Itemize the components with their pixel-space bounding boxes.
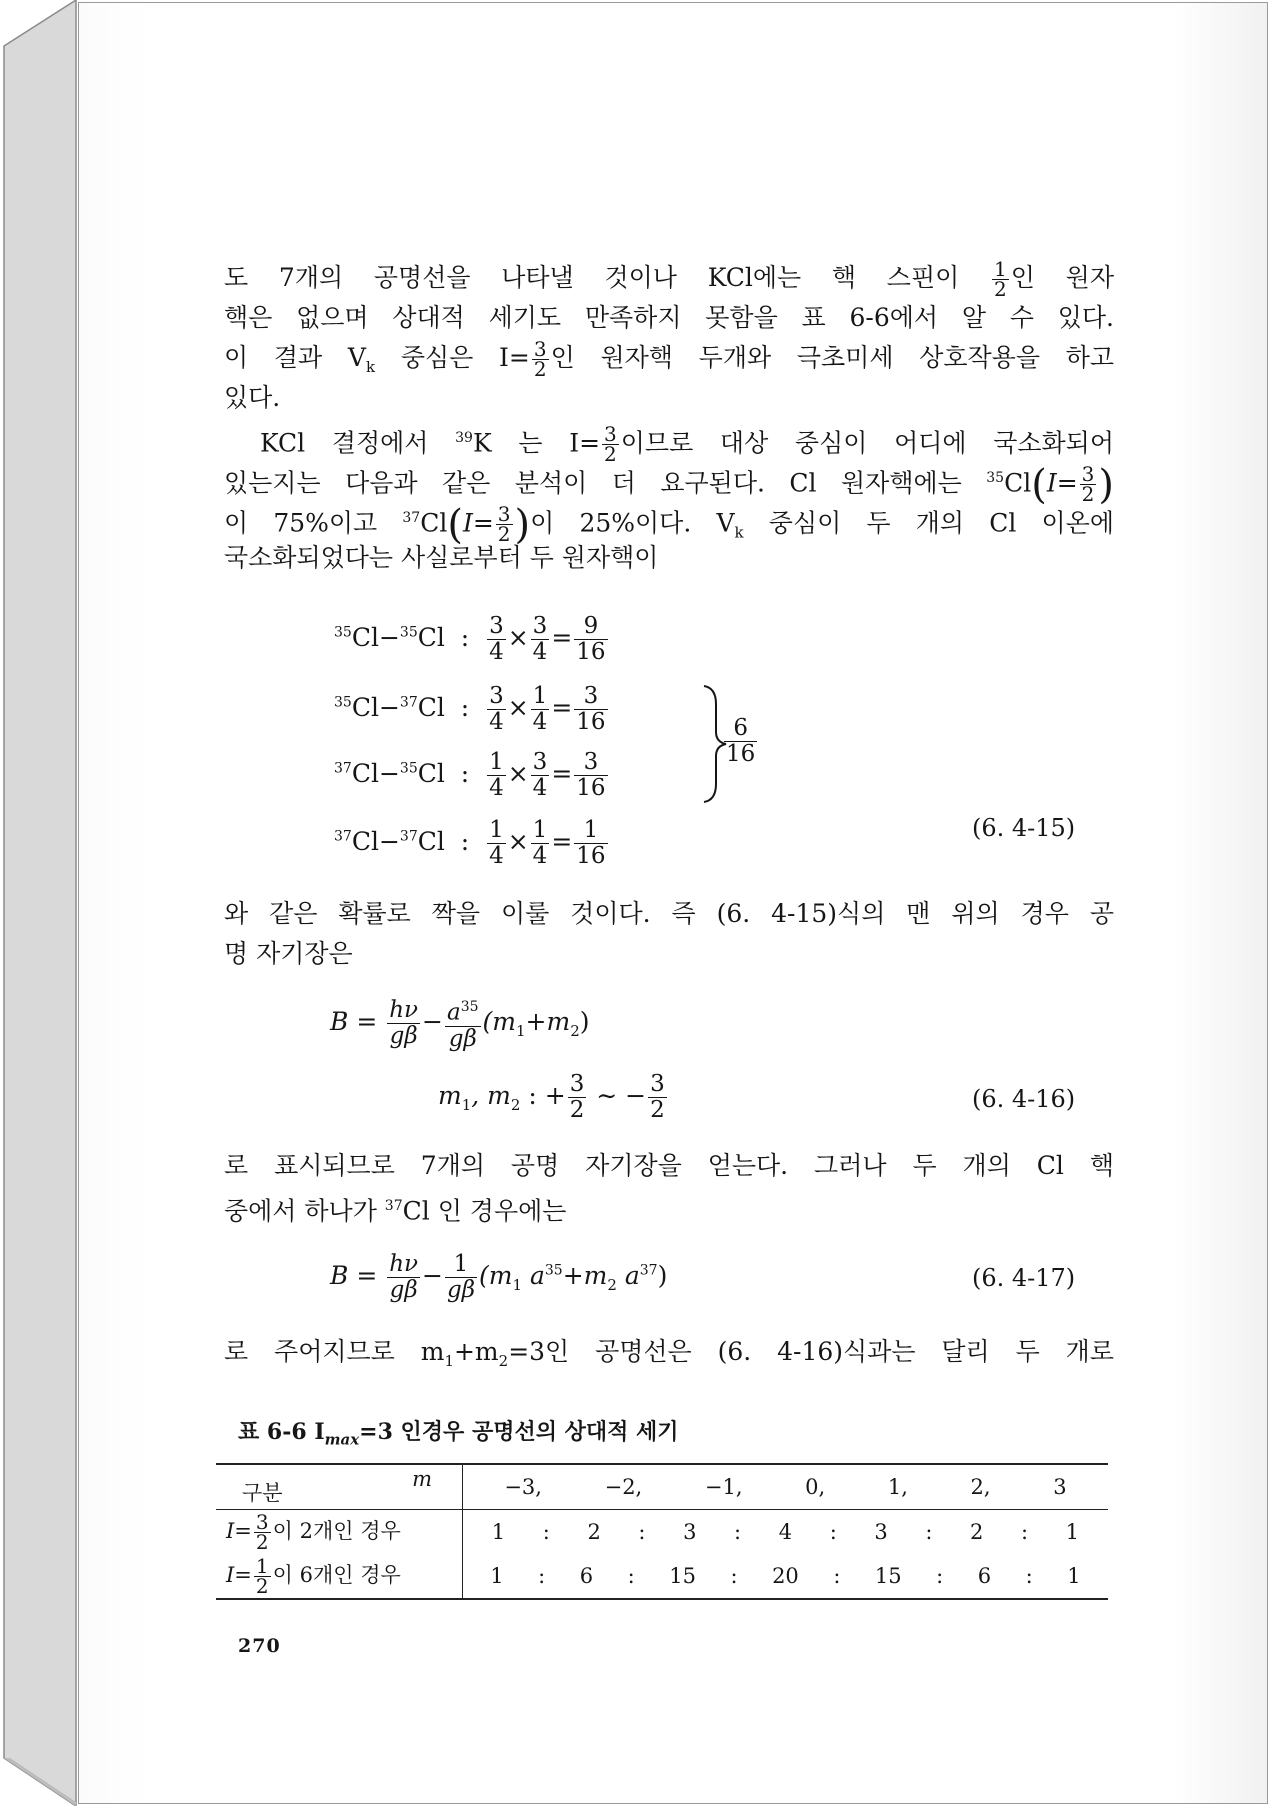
- table-cell: 3: [683, 1520, 697, 1544]
- text-span: B =: [330, 1261, 378, 1290]
- table-cell: :: [1020, 1520, 1029, 1544]
- fraction: [387, 1252, 420, 1303]
- text-line: [224, 1186, 1114, 1226]
- row-values: [463, 1510, 1109, 1555]
- numerator: 3: [569, 1071, 585, 1097]
- text-line: [224, 418, 1114, 467]
- equation-number: (6. 4-16): [972, 1085, 1076, 1113]
- paragraph-5: [224, 1332, 1114, 1372]
- numerator: 9: [574, 614, 607, 640]
- text-line: 명 자기장은: [224, 939, 353, 968]
- row-values: [463, 1554, 1109, 1599]
- text-span: : +: [520, 1081, 566, 1110]
- denominator: [387, 1278, 420, 1303]
- subscript: 1: [512, 1276, 523, 1294]
- table-cell: :: [829, 1520, 837, 1544]
- superscript: 35: [334, 624, 352, 641]
- fraction: [254, 1509, 271, 1554]
- text-span: I=: [1046, 468, 1078, 498]
- text-span: =3 인경우 공명선의 상대적 세기: [359, 1419, 679, 1445]
- table-cell: :: [936, 1564, 944, 1588]
- text-span: 구분: [242, 1481, 283, 1505]
- text-line: 와 같은 확률로 짝을 이룰 것이다. 즉 (6. 4-15)식의 맨 위의 경우 공: [224, 899, 1114, 928]
- book-spine: [4, 0, 76, 1806]
- fraction: [487, 818, 506, 869]
- fraction: [724, 716, 757, 767]
- denominator: [387, 1024, 420, 1049]
- table-cell: 6: [579, 1564, 594, 1588]
- text-span: 있는지는 다음과 같은 분석이 더 요구된다. Cl 원자핵에는: [224, 468, 987, 498]
- pair-row: $^{37}$Cl−$^{35}$Cl : $\frac{1}{4}$ × $\frac{3}{4}$ = $\frac{3}{16}$: [334, 749, 606, 801]
- subscript: 2: [607, 1276, 617, 1294]
- subscript: 1: [461, 1096, 472, 1114]
- numerator: 3: [532, 613, 548, 639]
- fraction: [574, 818, 607, 869]
- denominator: 2: [533, 357, 547, 381]
- brace-fraction: [722, 716, 759, 767]
- fraction: [532, 337, 549, 381]
- table-cell: :: [730, 1564, 738, 1588]
- equation-6-4-17: [330, 1252, 667, 1303]
- denominator: 2: [255, 1573, 269, 1598]
- numerator: 1: [574, 818, 607, 844]
- text-span: gβ: [448, 1025, 477, 1052]
- paren: (: [447, 501, 463, 548]
- subscript: 2: [570, 1021, 580, 1040]
- pair-row: $^{35}$Cl−$^{37}$Cl : $\frac{3}{4}$ × $\frac{1}{4}$ = $\frac{3}{16}$: [334, 683, 606, 735]
- table-cell: :: [627, 1564, 635, 1588]
- text-span: a: [522, 1261, 545, 1290]
- subscript: k: [366, 358, 376, 376]
- denominator: 16: [576, 709, 606, 735]
- denominator: 4: [532, 775, 548, 801]
- table-cell: :: [925, 1520, 933, 1544]
- relative-intensity-table: [216, 1463, 1108, 1600]
- denominator: 4: [489, 639, 504, 665]
- denominator: [445, 1027, 481, 1052]
- text-span: +m: [525, 1006, 571, 1036]
- table-cell: 1: [1067, 1564, 1081, 1588]
- table-cell: 15: [874, 1564, 902, 1588]
- numerator: 1: [532, 817, 548, 843]
- table-cell: −2,: [604, 1475, 643, 1499]
- numerator: 3: [574, 684, 607, 710]
- fraction: [487, 614, 506, 665]
- numerator: [387, 998, 420, 1024]
- table-cell: 1: [490, 1564, 504, 1588]
- table-cell: 0,: [805, 1475, 826, 1499]
- fraction: [487, 750, 506, 801]
- text-span: gβ: [389, 1022, 418, 1049]
- text-span: , m: [471, 1081, 511, 1110]
- denominator: 4: [489, 775, 504, 801]
- table-cell: −3,: [504, 1475, 542, 1499]
- fraction: [445, 995, 481, 1052]
- table-cell: 3: [874, 1520, 888, 1544]
- table-caption: [238, 1415, 679, 1448]
- fraction: [531, 818, 550, 869]
- table-cell: :: [1025, 1564, 1033, 1588]
- table-cell: 2: [970, 1520, 984, 1544]
- numerator: 1: [445, 1252, 477, 1278]
- table-row: [216, 1554, 1108, 1599]
- table-cell: 15: [669, 1564, 696, 1588]
- fraction: [445, 1252, 477, 1303]
- pair-row: $^{35}$Cl−$^{35}$Cl : $\frac{3}{4}$ × $\frac{3}{4}$ = $\frac{9}{16}$: [334, 613, 606, 665]
- table-cell: 1: [491, 1520, 506, 1544]
- subscript: 1: [515, 1021, 526, 1040]
- paren: ): [1098, 461, 1114, 508]
- paren: (: [1031, 461, 1047, 508]
- table-cell: 1,: [887, 1475, 908, 1499]
- text-span: 이 2개인 경우: [272, 1518, 401, 1543]
- text-span: I=: [226, 1562, 252, 1587]
- table-cell: 2: [587, 1520, 601, 1544]
- pair-row: $^{37}$Cl−$^{37}$Cl : $\frac{1}{4}$ × $\frac{1}{4}$ = $\frac{1}{16}$: [334, 817, 606, 869]
- m-values-cell: [463, 1464, 1109, 1510]
- subscript: 2: [510, 1096, 521, 1114]
- denominator: [445, 1278, 477, 1303]
- table-cell: :: [542, 1520, 550, 1544]
- table-cell: 1: [1065, 1520, 1080, 1544]
- superscript: 37: [334, 760, 352, 777]
- denominator: 2: [650, 1097, 665, 1123]
- text-line: [224, 1332, 1114, 1372]
- text-span: Cl 인 경우에는: [402, 1196, 567, 1226]
- paragraph-3: [224, 894, 1114, 974]
- table-cell: :: [833, 1564, 841, 1588]
- denominator: 4: [489, 709, 504, 735]
- text-span: (m: [482, 1006, 516, 1036]
- table-cell: −1,: [704, 1475, 743, 1499]
- text-span: Cl: [420, 508, 448, 538]
- superscript: 35: [460, 999, 479, 1015]
- text-span: I=: [226, 1518, 252, 1543]
- superscript: 37: [639, 1262, 658, 1279]
- text-span: a: [446, 999, 461, 1026]
- fraction: [648, 1072, 667, 1123]
- text-span: KCl 결정에서: [260, 428, 456, 458]
- text-span: 표 6-6 I: [238, 1419, 325, 1445]
- table-header-row: [216, 1464, 1108, 1510]
- numerator: 3: [604, 422, 617, 447]
- numerator: 3: [532, 749, 548, 775]
- text-span: 도 7개의 공명선을 나타낼 것이나 KCl에는 핵 스핀이: [224, 263, 991, 292]
- text-line: [224, 337, 1115, 381]
- table-cell: 6: [977, 1564, 992, 1588]
- text-span: 중에서 하나가: [224, 1196, 385, 1226]
- superscript: 35: [544, 1262, 563, 1279]
- text-span: =3인 공명선은 (6. 4-16)식과는 달리 두 개로: [508, 1337, 1114, 1366]
- text-span: B =: [330, 1006, 378, 1036]
- denominator: 2: [604, 442, 617, 467]
- text-span: hν: [389, 1251, 419, 1277]
- paragraph-1: [224, 258, 1114, 418]
- text-span: gβ: [389, 1277, 418, 1303]
- subscript: k: [734, 523, 744, 542]
- denominator: 16: [726, 741, 756, 767]
- text-span: m: [412, 1467, 432, 1491]
- table-cell: :: [638, 1520, 646, 1544]
- superscript: 35: [399, 760, 418, 777]
- header-cell: [216, 1464, 463, 1510]
- text-line: 핵은 없으며 상대적 세기도 만족하지 못함을 표 6-6에서 알 수 있다.: [224, 303, 1114, 332]
- equation-6-4-16-range: [438, 1072, 669, 1123]
- denominator: 4: [532, 709, 548, 735]
- numerator: 3: [533, 337, 547, 361]
- text-line: [224, 257, 1114, 301]
- fraction: [992, 257, 1009, 301]
- superscript: 39: [455, 430, 473, 446]
- denominator: 4: [532, 639, 548, 665]
- numerator: [445, 995, 481, 1027]
- text-span: Cl: [1004, 468, 1032, 498]
- text-span: 이 75%이고: [224, 508, 403, 538]
- text-span: 중심은 I=: [375, 343, 530, 372]
- numerator: 1: [489, 749, 504, 775]
- fraction: [487, 684, 506, 735]
- text-span: −: [422, 1006, 443, 1036]
- text-line: 국소화되었다는 사실로부터 두 원자핵이: [224, 543, 659, 572]
- table-cell: :: [538, 1564, 546, 1588]
- numerator: 3: [574, 750, 607, 776]
- text-span: I=: [462, 508, 494, 538]
- fraction: [568, 1072, 587, 1123]
- text-line: 있다.: [224, 383, 281, 412]
- numerator: [387, 1252, 420, 1278]
- table-cell: 20: [772, 1564, 799, 1588]
- text-span: ): [657, 1261, 668, 1290]
- page-number: 270: [238, 1635, 281, 1657]
- numerator: 6: [724, 716, 757, 742]
- text-line: 로 표시되므로 7개의 공명 자기장을 얻는다. 그러나 두 개의 Cl 핵: [224, 1151, 1114, 1180]
- row-label: [216, 1554, 463, 1599]
- superscript: 35: [986, 470, 1005, 486]
- numerator: 3: [650, 1071, 665, 1097]
- denominator: 4: [489, 843, 504, 869]
- numerator: 3: [489, 613, 504, 639]
- row-label: [216, 1510, 463, 1555]
- equation-number: (6. 4-15): [972, 814, 1076, 842]
- text-span: ): [579, 1006, 590, 1036]
- numerator: 3: [497, 502, 511, 527]
- text-span: hν: [389, 996, 419, 1023]
- denominator: 2: [255, 1529, 269, 1554]
- paragraph-4: [224, 1146, 1114, 1226]
- numerator: 1: [532, 683, 548, 709]
- denominator: 2: [994, 277, 1007, 301]
- text-span: 이 6개인 경우: [272, 1562, 401, 1587]
- text-span: +m: [453, 1337, 499, 1366]
- fraction: [574, 614, 607, 665]
- table-cell: 4: [778, 1520, 793, 1544]
- fraction: [531, 614, 550, 665]
- table-cell: :: [734, 1520, 742, 1544]
- numerator: 3: [1081, 462, 1095, 487]
- superscript: 37: [384, 1198, 403, 1214]
- denominator: 2: [569, 1097, 585, 1123]
- text-span: m: [438, 1081, 462, 1110]
- table-row: [216, 1510, 1108, 1555]
- subscript: 2: [498, 1352, 509, 1370]
- table-cell: 3: [1053, 1475, 1067, 1499]
- fraction: [531, 684, 550, 735]
- denominator: 16: [576, 843, 606, 869]
- paragraph-2: [224, 418, 1114, 578]
- denominator: 16: [576, 639, 606, 665]
- text-span: 이 25%이다. V: [530, 508, 735, 538]
- subscript: max: [324, 1430, 360, 1449]
- fraction: [254, 1553, 271, 1598]
- numerator: 1: [255, 1553, 269, 1578]
- equation-number: (6. 4-17): [972, 1264, 1076, 1292]
- superscript: 37: [399, 828, 418, 845]
- numerator: 1: [489, 817, 504, 843]
- text-span: a: [616, 1261, 640, 1290]
- text-span: +m: [562, 1261, 608, 1290]
- text-span: 인 원자핵 두개와 극초미세 상호작용을 하고: [550, 343, 1115, 372]
- superscript: 37: [334, 828, 352, 845]
- text-span: 중심이 두 개의 Cl 이온에: [743, 508, 1114, 538]
- superscript: 35: [334, 694, 352, 711]
- text-line: [224, 458, 1114, 508]
- text-span: 로 주어지므로 m: [224, 1337, 445, 1366]
- numerator: 3: [255, 1509, 269, 1534]
- text-span: 이 결과 V: [224, 343, 366, 372]
- superscript: 35: [399, 624, 418, 641]
- text-span: ∼ −: [588, 1081, 647, 1110]
- denominator: 4: [532, 843, 548, 869]
- denominator: 2: [1081, 482, 1095, 507]
- text-line: [224, 498, 1114, 548]
- fraction: [574, 750, 607, 801]
- table-cell: 2,: [970, 1475, 991, 1499]
- superscript: 37: [402, 510, 421, 526]
- paren: ): [514, 501, 531, 548]
- superscript: 37: [399, 694, 418, 711]
- equation-6-4-16: [330, 995, 590, 1052]
- text-span: 이므로 대상 중심이 어디에 국소화되어: [620, 428, 1114, 458]
- fraction: [387, 998, 420, 1049]
- numerator: 1: [994, 257, 1007, 281]
- fraction: [531, 750, 550, 801]
- text-span: (m: [479, 1261, 513, 1290]
- text-span: −: [422, 1261, 443, 1290]
- text-span: gβ: [446, 1277, 475, 1303]
- text-span: K 는 I=: [472, 428, 601, 458]
- subscript: 1: [444, 1352, 454, 1370]
- denominator: 16: [576, 775, 606, 801]
- text-span: 인 원자: [1010, 263, 1114, 292]
- numerator: 3: [489, 683, 504, 709]
- fraction: [574, 684, 607, 735]
- denominator: 2: [497, 522, 511, 547]
